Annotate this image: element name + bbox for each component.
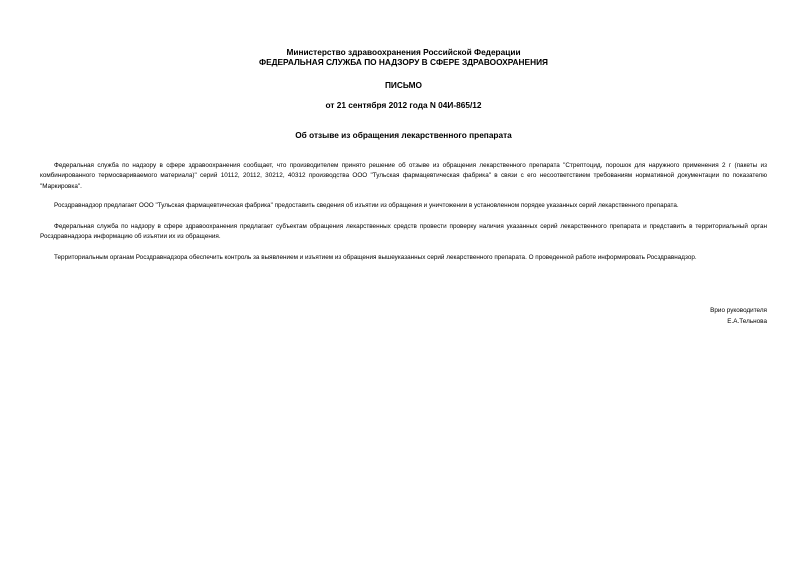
signature-title: Врио руководителя [710,307,767,314]
document-date-number: от 21 сентября 2012 года N 04И-865/12 [325,100,482,110]
service-name: ФЕДЕРАЛЬНАЯ СЛУЖБА ПО НАДЗОРУ В СФЕРЕ ЗДРАВООХРАНЕНИЯ [259,57,548,67]
signature-name: Е.А.Тельнова [727,318,767,325]
document-subject: Об отзыве из обращения лекарственного препарата [295,130,512,140]
ministry-name: Министерство здравоохранения Российской Федерации [286,47,521,57]
body-paragraph-1: Федеральная служба по надзору в сфере здравоохранения сообщает, что производителем принято решение об отзыве из обращения лекарственного препарата "Стрептоцид, порошок для наружного применения 2 г (пакеты из комбинированного термосвариваемого материала)" серий 10112, 20112, 30212, 40312 производства ООО "Тульская фармацевтическая фабрика" в связи с его несоответствием требованиям нормативной документации по показателю "Маркировка". [40,162,767,190]
body-paragraph-2: Росздравнадзор предлагает ООО "Тульская фармацевтическая фабрика" предоставить сведения об изъятии из обращения и уничтожении в установленном порядке указанных серий лекарственного препарата. [54,202,679,209]
body-paragraph-4: Территориальным органам Росздравнадзора обеспечить контроль за выявлением и изъятием из обращения вышеуказанных серий лекарственного препарата. О проведенной работе информировать Росздравнадзор. [54,254,697,261]
document-type: ПИСЬМО [384,80,423,90]
body-paragraph-3: Федеральная служба по надзору в сфере здравоохранения предлагает субъектам обращения лекарственных средств провести проверку наличия указанных серий лекарственного препарата и представить в территориальный орган Росздравнадзора информацию об изъятии их из обращения. [40,223,767,241]
